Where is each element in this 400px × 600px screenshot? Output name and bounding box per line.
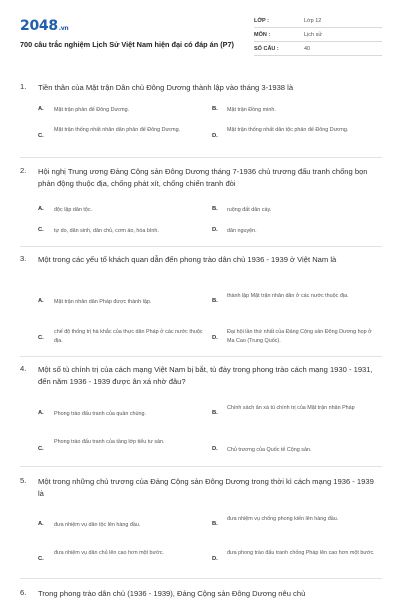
option-text[interactable]: Mặt trận phản đế Đông Dương. (54, 107, 130, 113)
option-key[interactable]: B. (212, 410, 218, 416)
question-4 (20, 364, 382, 464)
option-key[interactable]: C. (38, 133, 44, 139)
option-key[interactable]: D. (212, 556, 218, 562)
option-text[interactable]: dân nguyện. (227, 228, 257, 234)
site-logo[interactable] (20, 18, 68, 34)
option-text[interactable]: đưa nhiệm vụ dân chủ lên cao hơn một bước. (54, 550, 164, 556)
option-key[interactable]: B. (212, 206, 218, 212)
document-title: 700 câu trắc nghiệm Lịch Sử Việt Nam hiện đại có đáp án (P7) (20, 40, 234, 49)
option-key[interactable]: D. (212, 133, 218, 139)
question-divider (20, 157, 382, 158)
option-text[interactable]: Mặt trận thống nhất dân tộc phản đế Đông Dương. (227, 127, 349, 133)
logo-tld: .vn (58, 25, 69, 32)
question-text: Tiền thân của Mặt trận Dân chủ Đông Dương thành lập vào tháng 3-1938 là (38, 83, 294, 92)
question-number: 3. (20, 254, 27, 263)
question-divider (20, 578, 382, 579)
question-5 (20, 476, 382, 576)
question-3 (20, 254, 382, 354)
option-text[interactable]: Mặt trận nhân dân Pháp được thành lập. (54, 299, 152, 305)
question-divider (20, 356, 382, 357)
option-key[interactable]: B. (212, 298, 218, 304)
document-header (20, 10, 382, 68)
question-number: 2. (20, 166, 27, 175)
meta-value: Lịch sử (304, 32, 323, 38)
document-meta (254, 14, 382, 56)
question-text: Hội nghị Trung ương Đảng Cộng sản Đông Dương tháng 7-1936 chủ trương đấu tranh chống bọn phản động thuộc địa, chống phát xít, chống chiến tranh đòi (38, 167, 368, 188)
option-text[interactable]: Đại hội lần thứ nhất của Đảng Cộng sản Đông Dương họp ở Ma Cao (Trung Quốc). (227, 329, 372, 344)
meta-label: LỚP : (254, 18, 269, 24)
question-6 (20, 588, 382, 600)
option-key[interactable]: D. (212, 227, 218, 233)
meta-label: MÔN : (254, 32, 271, 38)
option-text[interactable]: ruộng đất dân cày. (227, 207, 272, 213)
option-text[interactable]: tự do, dân sinh, dân chủ, cơm áo, hòa bình. (54, 228, 159, 234)
option-key[interactable]: D. (212, 446, 218, 452)
meta-row-question-count (254, 42, 382, 56)
meta-value: Lớp 12 (304, 18, 322, 24)
option-key[interactable]: C. (38, 335, 44, 341)
option-key[interactable]: A. (38, 298, 44, 304)
option-text[interactable]: Phong trào đấu tranh của tầng lớp tiểu tư sản. (54, 439, 165, 445)
option-text[interactable]: Phong trào đấu tranh của quần chúng. (54, 411, 147, 417)
meta-row-class (254, 14, 382, 28)
option-key[interactable]: B. (212, 106, 218, 112)
option-text[interactable]: thành lập Mặt trận nhân dân ở các nước thuộc địa. (227, 293, 349, 299)
option-text[interactable]: Mặt trận Đồng minh. (227, 107, 276, 113)
option-key[interactable]: A. (38, 410, 44, 416)
logo-text: 2048 (20, 18, 58, 34)
option-key[interactable]: C. (38, 556, 44, 562)
option-text[interactable]: chế độ thống trị hà khắc của thực dân Pháp ở các nước thuộc địa. (54, 329, 203, 344)
option-key[interactable]: C. (38, 227, 44, 233)
option-text[interactable]: Chính sách ân xá tù chính trị của Mặt trận nhân Pháp (227, 405, 355, 411)
option-key[interactable]: A. (38, 106, 44, 112)
question-number: 1. (20, 82, 27, 91)
option-key[interactable]: B. (212, 521, 218, 527)
option-key[interactable]: C. (38, 446, 44, 452)
option-text[interactable]: đưa nhiệm vụ dân tộc lên hàng đầu. (54, 522, 141, 528)
option-text[interactable]: Chủ trương của Quốc tế Cộng sản. (227, 447, 312, 453)
question-number: 6. (20, 588, 27, 597)
question-text: Một trong các yếu tố khách quan dẫn đến phong trào dân chủ 1936 - 1939 ở Việt Nam là (38, 255, 337, 264)
question-divider (20, 246, 382, 247)
option-key[interactable]: D. (212, 335, 218, 341)
question-text: Một trong những chủ trương của Đảng Cộng sản Đông Dương trong thời kì cách mạng 1936 - 1939 là (38, 477, 374, 498)
meta-value: 40 (304, 46, 311, 52)
question-number: 5. (20, 476, 27, 485)
question-2 (20, 166, 382, 242)
meta-label: SỐ CÂU : (254, 46, 279, 52)
question-text: Trong phong trào dân chủ (1936 - 1939), Đảng Cộng sản Đông Dương nêu chủ (38, 589, 306, 598)
option-text[interactable]: đưa phong trào đấu tranh chống Pháp lên cao hơn một bước. (227, 550, 375, 556)
option-key[interactable]: A. (38, 521, 44, 527)
question-1 (20, 82, 382, 152)
question-text: Một số tù chính trị của cách mạng Việt Nam bị bắt, tù đày trong phong trào cách mạng 1930 - 1931, đến năm 1936 - 1939 được ân xá nhờ đâu? (38, 365, 373, 386)
meta-row-subject (254, 28, 382, 42)
option-text[interactable]: đưa nhiệm vụ chống phong kiến lên hàng đầu. (227, 516, 339, 522)
option-text[interactable]: Mặt trận thống nhất nhân dân phản đế Đông Dương. (54, 127, 181, 133)
question-divider (20, 466, 382, 467)
question-number: 4. (20, 364, 27, 373)
option-text[interactable]: độc lập dân tộc. (54, 207, 93, 213)
option-key[interactable]: A. (38, 206, 44, 212)
